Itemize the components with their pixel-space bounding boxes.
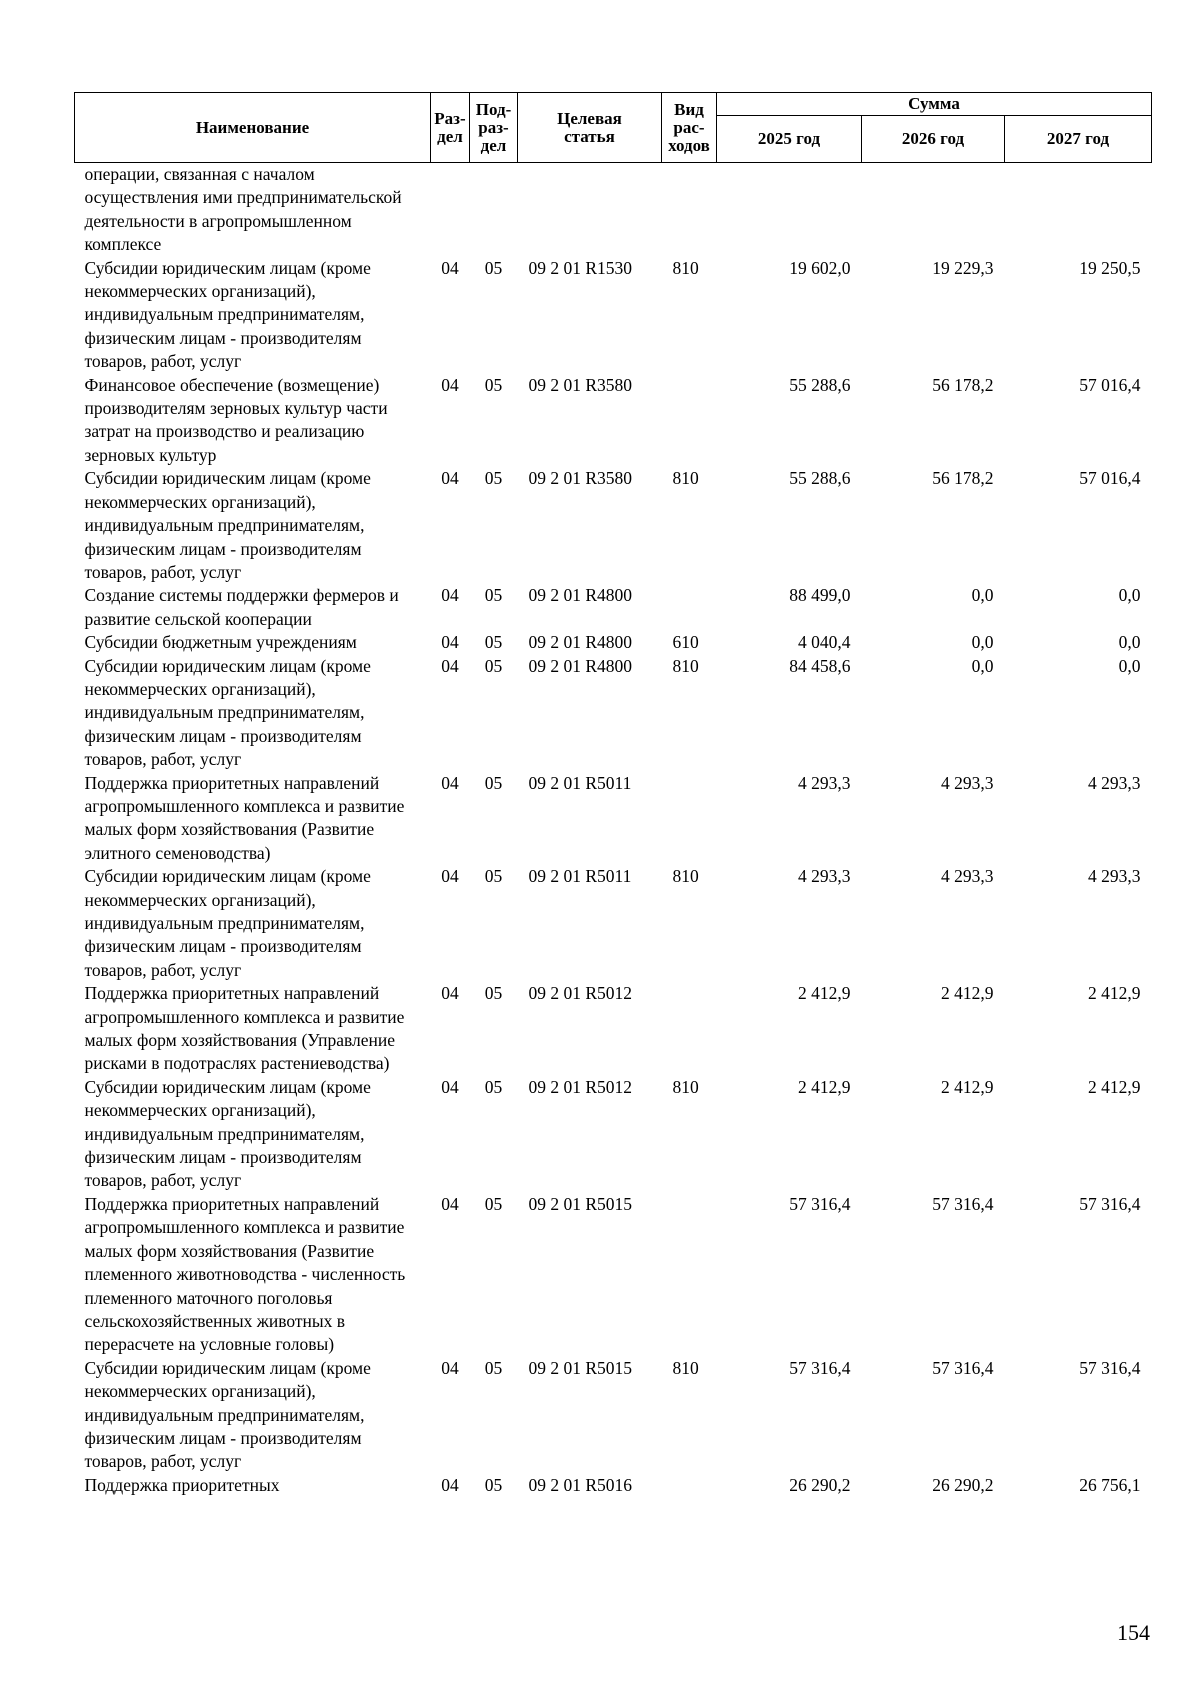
cell-y2025: 4 293,3 (798, 866, 851, 887)
cell-podrazdel: 05 (484, 655, 503, 676)
cell-vid: 810 (672, 866, 699, 887)
cell-y2027: 0,0 (1118, 585, 1141, 606)
cell-name: Поддержка приоритетных направлений агропромышленного комплекса и развитие малых форм хозяйствования (Развитие племенного животноводства - численность племенного маточного поголовья сельскохозяйственных животных в перерасчете на условные головы) (84, 1193, 406, 1355)
cell-article: 09 2 01 R3580 (528, 468, 633, 489)
cell-article (518, 163, 662, 257)
cell-y2025: 4 040,4 (798, 632, 851, 653)
cell-article: 09 2 01 R5016 (528, 1474, 633, 1495)
header-article: Целевая статья (518, 93, 662, 163)
header-2026: 2026 год (862, 116, 1005, 163)
cell-podrazdel (470, 163, 518, 257)
cell-razdel: 04 (441, 772, 459, 793)
cell-y2027: 57 016,4 (1079, 468, 1141, 489)
cell-name: Создание системы поддержки фермеров и развитие сельской кооперации (84, 585, 399, 629)
cell-razdel: 04 (441, 257, 459, 278)
cell-y2026 (862, 163, 1005, 257)
table-row (75, 1076, 1152, 1193)
cell-y2026: 0,0 (971, 655, 994, 676)
cell-name: Поддержка приоритетных (84, 1474, 280, 1495)
table-row (75, 865, 1152, 982)
cell-razdel: 04 (441, 585, 459, 606)
cell-y2026: 26 290,2 (932, 1474, 994, 1495)
cell-y2026: 2 412,9 (941, 1076, 994, 1097)
cell-podrazdel: 05 (484, 772, 503, 793)
table-body (75, 163, 1152, 1498)
cell-article: 09 2 01 R4800 (528, 655, 633, 676)
cell-article: 09 2 01 R5011 (528, 866, 632, 887)
cell-y2026: 56 178,2 (932, 374, 994, 395)
cell-article: 09 2 01 R4800 (528, 585, 633, 606)
cell-vid (662, 1193, 717, 1357)
cell-y2025: 2 412,9 (798, 983, 851, 1004)
cell-y2027: 2 412,9 (1088, 983, 1141, 1004)
cell-y2026: 2 412,9 (941, 983, 994, 1004)
cell-podrazdel: 05 (484, 866, 503, 887)
table-row (75, 631, 1152, 654)
header-razdel: Раз- дел (431, 93, 470, 163)
cell-name: Субсидии юридическим лицам (кроме некоммерческих организаций), индивидуальным предпринимателям, физическим лицам - производителям товаров, работ, услуг (84, 655, 371, 770)
cell-vid: 810 (672, 655, 699, 676)
cell-name: Субсидии юридическим лицам (кроме некоммерческих организаций), индивидуальным предпринимателям, физическим лицам - производителям товаров, работ, услуг (84, 1076, 371, 1191)
cell-razdel: 04 (441, 468, 459, 489)
cell-y2025: 4 293,3 (798, 772, 851, 793)
cell-razdel: 04 (441, 983, 459, 1004)
cell-article: 09 2 01 R3580 (528, 374, 633, 395)
cell-y2026: 57 316,4 (932, 1357, 994, 1378)
cell-vid (662, 584, 717, 631)
cell-razdel: 04 (441, 374, 459, 395)
cell-name: Субсидии юридическим лицам (кроме некоммерческих организаций), индивидуальным предпринимателям, физическим лицам - производителям товаров, работ, услуг (84, 866, 371, 980)
cell-y2026: 19 229,3 (932, 257, 994, 278)
cell-y2025: 55 288,6 (789, 468, 851, 489)
cell-razdel: 04 (441, 1076, 459, 1097)
cell-article: 09 2 01 R5015 (528, 1357, 633, 1378)
table-row (75, 163, 1152, 257)
table-row (75, 1474, 1152, 1497)
header-name: Наименование (75, 93, 431, 163)
cell-article: 09 2 01 R5012 (528, 983, 633, 1004)
cell-razdel: 04 (441, 1357, 459, 1378)
header-podrazdel: Под- раз- дел (470, 93, 518, 163)
header-sum: Сумма (717, 93, 1152, 116)
cell-podrazdel: 05 (484, 1474, 503, 1495)
cell-name: Субсидии юридическим лицам (кроме некоммерческих организаций), индивидуальным предпринимателям, физическим лицам - производителям товаров, работ, услуг (84, 257, 371, 372)
cell-podrazdel: 05 (484, 585, 503, 606)
cell-y2025 (717, 163, 862, 257)
table-row (75, 772, 1152, 866)
table-row (75, 1357, 1152, 1474)
cell-podrazdel: 05 (484, 257, 503, 278)
cell-y2025: 57 316,4 (789, 1357, 851, 1378)
cell-name: Субсидии бюджетным учреждениям (84, 632, 357, 653)
cell-y2025: 19 602,0 (789, 257, 851, 278)
cell-razdel: 04 (441, 1193, 459, 1214)
cell-name: Субсидии юридическим лицам (кроме некоммерческих организаций), индивидуальным предпринимателям, физическим лицам - производителям товаров, работ, услуг (84, 1357, 371, 1472)
cell-razdel: 04 (441, 1474, 459, 1495)
cell-y2025: 26 290,2 (789, 1474, 851, 1495)
cell-name: Поддержка приоритетных направлений агропромышленного комплекса и развитие малых форм хозяйствования (Развитие элитного семеноводства) (84, 772, 405, 863)
cell-vid: 810 (672, 257, 699, 278)
table-row (75, 1193, 1152, 1357)
cell-y2026: 0,0 (971, 632, 994, 653)
cell-razdel (431, 163, 470, 257)
header-row-top (75, 93, 1152, 116)
cell-y2027: 19 250,5 (1079, 257, 1141, 278)
cell-podrazdel: 05 (484, 468, 503, 489)
cell-name: Субсидии юридическим лицам (кроме некоммерческих организаций), индивидуальным предпринимателям, физическим лицам - производителям товаров, работ, услуг (84, 468, 371, 582)
cell-article: 09 2 01 R5015 (528, 1193, 633, 1214)
cell-y2027: 57 316,4 (1079, 1357, 1141, 1378)
cell-y2027: 57 316,4 (1079, 1193, 1141, 1214)
cell-name: Поддержка приоритетных направлений агропромышленного комплекса и развитие малых форм хозяйствования (Управление рисками в подотраслях растениеводства) (84, 983, 405, 1074)
cell-article: 09 2 01 R5012 (528, 1076, 633, 1097)
table-row (75, 655, 1152, 772)
cell-y2025: 57 316,4 (789, 1193, 851, 1214)
header-2027: 2027 год (1005, 116, 1152, 163)
table-row (75, 584, 1152, 631)
cell-vid: 810 (672, 468, 699, 489)
cell-vid (662, 772, 717, 866)
cell-y2025: 84 458,6 (789, 655, 851, 676)
cell-y2025: 2 412,9 (798, 1076, 851, 1097)
cell-y2026: 4 293,3 (941, 866, 994, 887)
cell-y2025: 88 499,0 (789, 585, 851, 606)
cell-y2027 (1005, 163, 1152, 257)
cell-article: 09 2 01 R4800 (528, 632, 633, 653)
cell-vid (662, 1474, 717, 1497)
cell-y2027: 4 293,3 (1088, 866, 1141, 887)
cell-podrazdel: 05 (484, 632, 503, 653)
cell-podrazdel: 05 (484, 1076, 503, 1097)
cell-vid: 810 (672, 1076, 699, 1097)
cell-razdel: 04 (441, 866, 459, 887)
cell-vid: 810 (672, 1357, 699, 1378)
table-row (75, 374, 1152, 468)
cell-y2025: 55 288,6 (789, 374, 851, 395)
cell-podrazdel: 05 (484, 983, 503, 1004)
cell-y2027: 0,0 (1118, 632, 1141, 653)
cell-y2026: 57 316,4 (932, 1193, 994, 1214)
cell-podrazdel: 05 (484, 1193, 503, 1214)
cell-razdel: 04 (441, 632, 459, 653)
cell-article: 09 2 01 R5011 (528, 772, 632, 793)
cell-article: 09 2 01 R1530 (528, 257, 633, 278)
table-row (75, 257, 1152, 374)
cell-podrazdel: 05 (484, 1357, 503, 1378)
cell-y2026: 4 293,3 (941, 772, 994, 793)
cell-podrazdel: 05 (484, 374, 503, 395)
table-row (75, 982, 1152, 1076)
cell-y2026: 0,0 (971, 585, 994, 606)
header-2025: 2025 год (717, 116, 862, 163)
cell-y2027: 4 293,3 (1088, 772, 1141, 793)
cell-y2027: 0,0 (1118, 655, 1141, 676)
cell-y2027: 57 016,4 (1079, 374, 1141, 395)
cell-vid (662, 982, 717, 1076)
cell-vid: 610 (672, 632, 699, 653)
budget-table (74, 92, 1152, 1497)
cell-vid (662, 163, 717, 257)
cell-name: Финансовое обеспечение (возмещение) производителям зерновых культур части затрат на производство и реализацию зерновых культур (84, 374, 388, 465)
cell-razdel: 04 (441, 655, 459, 676)
header-vid: Вид рас- ходов (662, 93, 717, 163)
cell-vid (662, 374, 717, 468)
table-row (75, 467, 1152, 584)
page-number: 154 (1117, 1620, 1150, 1645)
cell-y2027: 2 412,9 (1088, 1076, 1141, 1097)
cell-y2027: 26 756,1 (1079, 1474, 1141, 1495)
cell-y2026: 56 178,2 (932, 468, 994, 489)
cell-name: операции, связанная с началом осуществления ими предпринимательской деятельности в агропромышленном комплексе (84, 164, 402, 255)
